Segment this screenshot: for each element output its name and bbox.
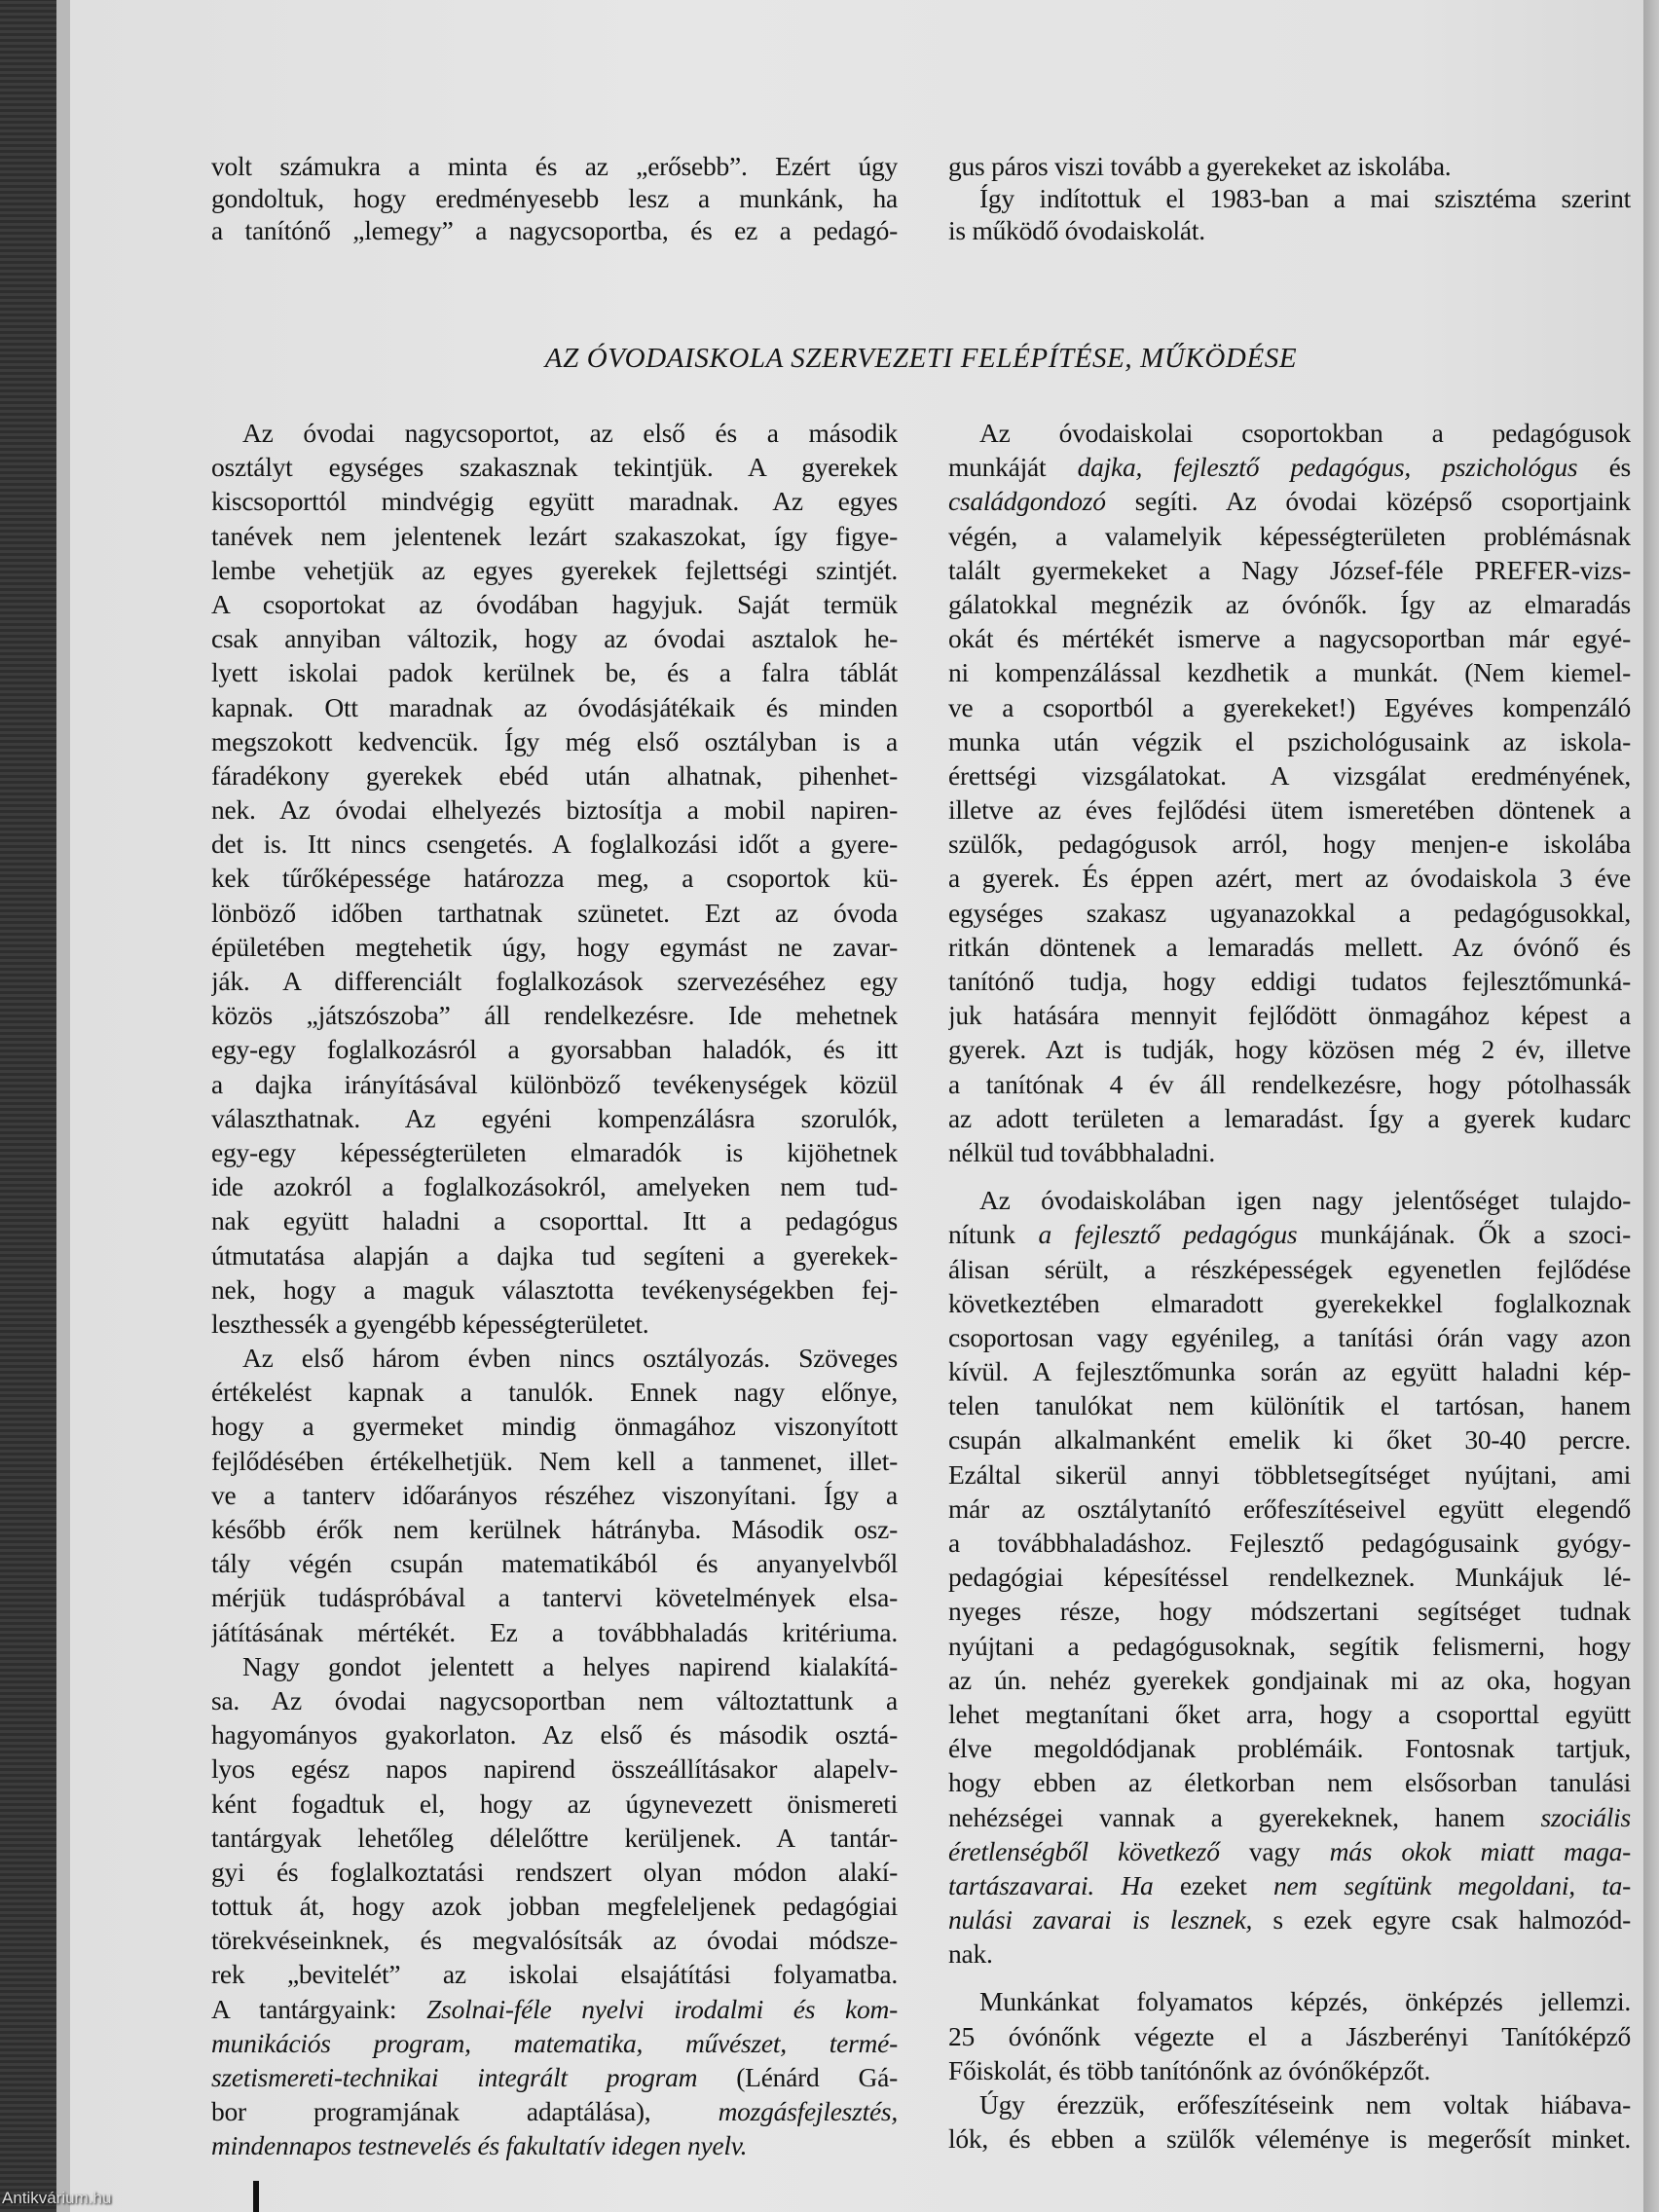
- text: juk hatására mennyit fejlődött önmagához képest a: [948, 1000, 1631, 1031]
- text: a továbbhaladáshoz. Fejlesztő pedagógusaink gyógy-: [948, 1528, 1631, 1558]
- text-line: [948, 1936, 1631, 1971]
- text: Az óvodaiskolai csoportokban a pedagógusok: [979, 418, 1631, 448]
- text: álisan sérült, a részképességek egyenetlen fejlődése: [948, 1253, 1631, 1284]
- text-line: [948, 827, 1631, 861]
- text-line: [948, 1594, 1631, 1628]
- text: is működő óvodaiskolát.: [948, 215, 1205, 245]
- text-line: [211, 1821, 898, 1855]
- text: illetve az éves fejlődési ütem ismeretében döntenek a: [948, 794, 1631, 826]
- text-line: [948, 1765, 1631, 1799]
- text-line: [948, 450, 1631, 484]
- text-line: [948, 1834, 1631, 1868]
- text-line: [948, 214, 1631, 246]
- text: ritkán döntenek a lemaradás mellett. Az óvónő és: [948, 931, 1631, 962]
- text-line: [948, 896, 1631, 930]
- text: csak annyiban változik, hogy az óvodai asztalok he-: [211, 623, 898, 654]
- text: ide azokról a foglalkozásokról, amelyeken nem tud-: [211, 1171, 898, 1202]
- text-line: [948, 861, 1631, 895]
- text: mérjük tudáspróbával a tantervi követelmények elsa-: [211, 1582, 898, 1613]
- text: kívül. A fejlesztőmunka során az együtt haladni kép-: [948, 1356, 1631, 1387]
- text-line: [211, 1717, 898, 1751]
- text: hogy ebben az életkorban nem elsősorban tanulási: [948, 1767, 1631, 1798]
- text: A tantárgyaink:: [211, 1993, 427, 2024]
- paragraph: [948, 150, 1631, 182]
- text: fáradékony gyerekek ebéd után alhatnak, pihenhet-: [211, 759, 898, 791]
- text-line: [211, 150, 898, 182]
- text-line: [211, 214, 898, 246]
- text: élve megoldódjanak problémáik. Fontosnak tartjuk,: [948, 1733, 1631, 1764]
- paragraph: [948, 416, 1631, 1169]
- text-line: [211, 1580, 898, 1614]
- text-line: [211, 1615, 898, 1649]
- text-line: [948, 1320, 1631, 1354]
- text: Úgy érezzük, erőfeszítéseink nem voltak hiábava-: [979, 2089, 1631, 2120]
- text: csupán alkalmanként emelik ki őket 30-40 percre.: [948, 1424, 1631, 1456]
- text-line: [948, 1457, 1631, 1492]
- text-line: [211, 1512, 898, 1546]
- paragraph: [211, 150, 898, 246]
- text: választhatnak. Az egyéni kompenzálásra szorulók,: [211, 1102, 898, 1133]
- text: vagy: [1219, 1835, 1330, 1866]
- text: nyújtani a pedagógusoknak, segítik felismerni, hogy: [948, 1630, 1631, 1661]
- text-line: [948, 1135, 1631, 1169]
- paragraph: [211, 416, 898, 1341]
- top-right-text: [948, 150, 1631, 246]
- text-line: [211, 2094, 898, 2128]
- text: Az óvodai nagycsoportot, az első és a második: [242, 418, 898, 448]
- text-line: [948, 2121, 1631, 2156]
- text-line: [211, 724, 898, 758]
- text-line: [948, 930, 1631, 964]
- text: Az első három évben nincs osztályozás. Szöveges: [242, 1343, 898, 1374]
- text: lehet megtanítani őket arra, hogy a csoporttal együtt: [948, 1698, 1631, 1729]
- text-line: [211, 1032, 898, 1066]
- text-line: [211, 930, 898, 964]
- italic-text: tartászavarai. Ha: [948, 1869, 1154, 1900]
- text-line: [211, 1409, 898, 1443]
- text: kek tűrőképessége határozza meg, a csoportok kü-: [211, 863, 898, 894]
- text: bor programjának adaptálása),: [211, 2096, 719, 2127]
- text: lyett iskolai padok kerülnek be, és a falra táblát: [211, 657, 898, 688]
- text: egy-egy foglalkozásról a gyorsabban haladók, és itt: [211, 1034, 898, 1065]
- text-line: [948, 484, 1631, 518]
- text-line: [211, 484, 898, 518]
- text: törekvéseinknek, és megvalósítsák az óvodai módsze-: [211, 1925, 898, 1956]
- text: (Lénárd Gá-: [697, 2062, 898, 2092]
- text-line: [211, 690, 898, 724]
- text: lönböző időben tarthatnak szünetet. Ezt az óvoda: [211, 897, 898, 928]
- text-line: [211, 861, 898, 895]
- text: telen tanulókat nem különítik el tartósan, hanem: [948, 1390, 1631, 1421]
- text-line: [211, 1683, 898, 1717]
- italic-text: szetismereti-technikai integrált program: [211, 2062, 698, 2092]
- text: hagyományos gyakorlaton. Az első és második osztá-: [211, 1719, 898, 1751]
- text-line: [948, 2087, 1631, 2121]
- text-line: [948, 587, 1631, 621]
- text-line: [948, 1731, 1631, 1765]
- text: nyeges része, hogy módszertani segítséget tudnak: [948, 1596, 1631, 1627]
- text: ként fogadtuk el, hogy az úgynevezett önismereti: [211, 1788, 898, 1819]
- text: a dajka irányításával különböző tevékenységek közül: [211, 1068, 898, 1099]
- text-line: [948, 758, 1631, 793]
- italic-text: Zsolnai-féle nyelvi irodalmi és kom-: [426, 1993, 898, 2024]
- text-line: [211, 1067, 898, 1101]
- text: munka után végzik el pszichológusaink az iskola-: [948, 725, 1631, 756]
- text: gálatokkal megnézik az óvónők. Így az elmaradás: [948, 588, 1631, 619]
- text: Főiskolát, és több tanítónőnk az óvónőképzőt.: [948, 2054, 1431, 2085]
- right-column: [948, 416, 1631, 2156]
- text-line: [948, 2019, 1631, 2053]
- text-line: [948, 690, 1631, 724]
- italic-text: éretlenségből következő: [948, 1835, 1220, 1866]
- text: ve a csoportból a gyerekeket!) Egyéves kompenzáló: [948, 691, 1631, 722]
- text-line: [211, 2060, 898, 2094]
- text-line: [211, 827, 898, 861]
- text-line: [211, 2128, 898, 2162]
- text: érettségi vizsgálatokat. A vizsgálat eredményének,: [948, 759, 1631, 791]
- paragraph: [948, 1984, 1631, 2087]
- text-line: [211, 2026, 898, 2060]
- text: volt számukra a minta és az „erősebb”. Ezért úgy: [211, 151, 898, 181]
- italic-text: a fejlesztő pedagógus: [1038, 1219, 1298, 1250]
- text: közös „játszószoba” áll rendelkezésre. Ide mehetnek: [211, 1000, 898, 1031]
- text: ják. A differenciált foglalkozások szervezéséhez egy: [211, 966, 898, 996]
- paragraph: [211, 1649, 898, 2163]
- text: osztályt egységes szakasznak tekintjük. A gyerekek: [211, 452, 898, 483]
- text-line: [948, 1252, 1631, 1286]
- text: s ezek egyre csak halmozód-: [1252, 1904, 1631, 1936]
- book-spine-edge: [0, 0, 56, 2212]
- text: Nagy gondot jelentett a helyes napirend kialakítá-: [242, 1650, 898, 1681]
- text: csoportosan vagy egyénileg, a tanítási órán vagy azon: [948, 1321, 1631, 1352]
- text-line: [211, 519, 898, 553]
- text-line: [948, 1354, 1631, 1388]
- text-line: [948, 1868, 1631, 1902]
- text-line: [211, 1751, 898, 1786]
- text-line: [948, 553, 1631, 587]
- text-line: [211, 416, 898, 450]
- text-line: [211, 896, 898, 930]
- text-line: [211, 621, 898, 655]
- text-line: [948, 621, 1631, 655]
- text: épületében megtehetik úgy, hogy egymást ne zavar-: [211, 931, 898, 962]
- text-line: [211, 1169, 898, 1203]
- text-line: [211, 1101, 898, 1135]
- text-line: [211, 1272, 898, 1307]
- text-line: [211, 1855, 898, 1889]
- text: értékelést kapnak a tanulók. Ennek nagy előnye,: [211, 1377, 898, 1408]
- text: ve a tanterv időarányos részéhez viszonyítani. Így a: [211, 1479, 898, 1510]
- text: az adott területen a lemaradást. Így a gyerek kudarc: [948, 1102, 1631, 1133]
- text-line: [211, 1238, 898, 1272]
- italic-text: családgondozó: [948, 486, 1106, 517]
- section-heading: AZ ÓVODAISKOLA SZERVEZETI FELÉPÍTÉSE, MŰKÖDÉSE: [544, 343, 1298, 374]
- text-line: [211, 450, 898, 484]
- text-line: [948, 1067, 1631, 1101]
- text-line: [948, 519, 1631, 553]
- text-line: [211, 1957, 898, 1991]
- text-line: [948, 182, 1631, 214]
- text-line: [211, 1992, 898, 2026]
- text: nélkül tud továbbhaladni.: [948, 1136, 1216, 1167]
- text-line: [948, 1101, 1631, 1135]
- text-line: [211, 1478, 898, 1512]
- paragraph: [211, 1341, 898, 1649]
- text: Ezáltal sikerül annyi többletsegítséget nyújtani, ami: [948, 1458, 1631, 1490]
- text: kapnak. Ott maradnak az óvodásjátékaik és minden: [211, 691, 898, 722]
- text-line: [948, 1560, 1631, 1594]
- text: fejlődésében értékelhetjük. Nem kell a tanmenet, illet-: [211, 1445, 898, 1476]
- text-line: [211, 1649, 898, 1683]
- text: egységes szakasz ugyanazokkal a pedagógusokkal,: [948, 897, 1631, 928]
- text: munkájának. Ők a szoci-: [1297, 1219, 1631, 1250]
- text: megszokott kedvencük. Így még első osztályban is a: [211, 725, 898, 756]
- text: talált gyermekeket a Nagy József-féle PREFER-vizs-: [948, 554, 1631, 585]
- text-line: [211, 964, 898, 998]
- text: nek. Az óvodai elhelyezés biztosítja a mobil napiren-: [211, 794, 898, 826]
- page-margin-edge: [56, 0, 70, 2212]
- text-line: [948, 2053, 1631, 2087]
- text: tottuk át, hogy azok jobban megfeleljenek pedagógiai: [211, 1891, 898, 1922]
- paragraph: [948, 1183, 1631, 1971]
- text-line: [948, 416, 1631, 450]
- text-line: [211, 1444, 898, 1478]
- text-line: [948, 1697, 1631, 1731]
- text-line: [948, 1526, 1631, 1560]
- text-line: [211, 587, 898, 621]
- text-line: [948, 1902, 1631, 1936]
- text-line: [211, 1307, 898, 1341]
- text: det is. Itt nincs csengetés. A foglalkozási időt a gyere-: [211, 829, 898, 860]
- text-line: [948, 1032, 1631, 1066]
- text: a tanítónak 4 év áll rendelkezésre, hogy pótolhassák: [948, 1068, 1631, 1099]
- italic-text: mozgásfejlesztés,: [718, 2096, 898, 2127]
- italic-text: nulási zavarai is lesznek,: [948, 1904, 1253, 1936]
- text: Az óvodaiskolában igen nagy jelentőséget tulajdo-: [979, 1185, 1631, 1216]
- text: nehézségei vannak a gyerekeknek, hanem: [948, 1801, 1541, 1832]
- text-line: [948, 1663, 1631, 1697]
- text: egy-egy képességterületen elmaradók is kijöhetnek: [211, 1136, 898, 1167]
- text: sa. Az óvodai nagycsoportban nem változtattunk a: [211, 1684, 898, 1715]
- text-line: [948, 1984, 1631, 2018]
- italic-text: dajka, fejlesztő pedagógus, pszichológus: [1077, 452, 1578, 483]
- text-line: [211, 655, 898, 689]
- text: kiscsoporttól mindvégig együtt maradnak. Az egyes: [211, 486, 898, 517]
- text-line: [211, 793, 898, 827]
- text: végén, a valamelyik képességterületen problémásnak: [948, 520, 1631, 551]
- text-line: [211, 1546, 898, 1580]
- watermark: Antikvárium.hu: [2, 2189, 112, 2207]
- text-line: [948, 655, 1631, 689]
- text: gyerek. Azt is tudják, hogy közösen még 2 év, illetve: [948, 1034, 1631, 1065]
- italic-text: munikációs program, matematika, művészet, termé-: [211, 2027, 898, 2058]
- text-line: [948, 150, 1631, 182]
- text-line: [948, 1183, 1631, 1217]
- text: játításának mértékét. Ez a továbbhaladás kritériuma.: [211, 1616, 898, 1647]
- text: a gyerek. És éppen azért, mert az óvodaiskola 3 éve: [948, 863, 1631, 894]
- text: az ún. nehéz gyerekek gondjainak mi az oka, hogyan: [948, 1664, 1631, 1695]
- italic-text: mindennapos testnevelés és fakultatív idegen nyelv.: [211, 2130, 748, 2161]
- text: már az osztálytanító erőfeszítéseivel együtt elegendő: [948, 1493, 1631, 1524]
- text-line: [948, 724, 1631, 758]
- text-line: [211, 1889, 898, 1923]
- text: rek „bevitelét” az iskolai elsajátítási folyamatba.: [211, 1959, 898, 1990]
- text-line: [948, 1422, 1631, 1456]
- text: tantárgyak lehetőleg délelőttre kerüljenek. A tantár-: [211, 1822, 898, 1853]
- crop-mark: [253, 2181, 259, 2212]
- text: segíti. Az óvodai középső csoportjaink: [1105, 486, 1631, 517]
- paragraph: [948, 182, 1631, 246]
- text: nek, hogy a maguk választotta tevékenységekben fej-: [211, 1273, 898, 1305]
- text-line: [948, 1800, 1631, 1834]
- text-line: [948, 1492, 1631, 1526]
- text: következtében elmaradott gyerekekkel foglalkoznak: [948, 1287, 1631, 1318]
- text: lók, és ebben a szülők véleménye is megerősít minket.: [948, 2123, 1631, 2155]
- text: és: [1577, 452, 1631, 483]
- text-line: [211, 182, 898, 214]
- text-line: [948, 1388, 1631, 1422]
- text-line: [948, 998, 1631, 1032]
- text: útmutatása alapján a dajka tud segíteni a gyerekek-: [211, 1239, 898, 1271]
- text: gyi és foglalkoztatási rendszert olyan módon alakí-: [211, 1856, 898, 1887]
- text: gondoltuk, hogy eredményesebb lesz a munkánk, ha: [211, 183, 898, 213]
- text-line: [211, 758, 898, 793]
- text-line: [211, 1375, 898, 1409]
- text: szülők, pedagógusok arról, hogy menjen-e iskolába: [948, 829, 1631, 860]
- text: leszthessék a gyengébb képességterületet.: [211, 1308, 649, 1339]
- text: Így indítottuk el 1983-ban a mai szisztéma szerint: [979, 183, 1631, 213]
- text-line: [211, 1203, 898, 1237]
- text-line: [211, 553, 898, 587]
- text: 25 óvónőnk végezte el a Jászberényi Tanítóképző: [948, 2020, 1631, 2051]
- text-line: [211, 1135, 898, 1169]
- text-line: [211, 1923, 898, 1957]
- page-right-edge: [1643, 0, 1659, 2212]
- text-line: [211, 998, 898, 1032]
- text: tanítónő tudja, hogy eddigi tudatos fejlesztőmunká-: [948, 966, 1631, 996]
- text: lembe vehetjük az egyes gyerekek fejlettségi szintjét.: [211, 554, 898, 585]
- text: később érők nem kerülnek hátrányba. Második osz-: [211, 1514, 898, 1544]
- italic-text: szociális: [1540, 1801, 1631, 1832]
- text: nak együtt haladni a csoporttal. Itt a pedagógus: [211, 1205, 898, 1236]
- text-line: [948, 793, 1631, 827]
- text-line: [948, 964, 1631, 998]
- text: nítunk: [948, 1219, 1039, 1250]
- text-line: [211, 1787, 898, 1821]
- left-column: [211, 416, 898, 2163]
- text: munkáját: [948, 452, 1078, 483]
- text: tanévek nem jelentenek lezárt szakaszokat, így figye-: [211, 520, 898, 551]
- italic-text: nem segítünk megoldani, ta-: [1272, 1869, 1631, 1900]
- text-line: [211, 1341, 898, 1375]
- text-line: [948, 1629, 1631, 1663]
- text: okát és mértékét ismerve a nagycsoportban már egyé-: [948, 623, 1631, 654]
- text: lyos egész napos napirend összeállításakor alapelv-: [211, 1753, 898, 1785]
- paragraph: [948, 2087, 1631, 2156]
- top-left-text: [211, 150, 898, 246]
- text: a tanítónő „lemegy” a nagycsoportba, és ez a pedagó-: [211, 215, 898, 245]
- text: A csoportokat az óvodában hagyjuk. Saját termük: [211, 588, 898, 619]
- text-line: [948, 1286, 1631, 1320]
- italic-text: más okok miatt maga-: [1329, 1835, 1631, 1866]
- text: hogy a gyermeket mindig önmagához viszonyított: [211, 1411, 898, 1442]
- text: pedagógiai képesítéssel rendelkeznek. Munkájuk lé-: [948, 1562, 1631, 1593]
- text: ezeket: [1153, 1869, 1273, 1900]
- text: tály végén csupán matematikából és anyanyelvből: [211, 1548, 898, 1579]
- text: Munkánkat folyamatos képzés, önképzés jellemzi.: [979, 1986, 1631, 2017]
- text-line: [948, 1217, 1631, 1251]
- text: gus páros viszi tovább a gyerekeket az iskolába.: [948, 151, 1452, 181]
- text: ni kompenzálással kezdhetik a munkát. (Nem kiemel-: [948, 657, 1631, 688]
- text: nak.: [948, 1938, 993, 1970]
